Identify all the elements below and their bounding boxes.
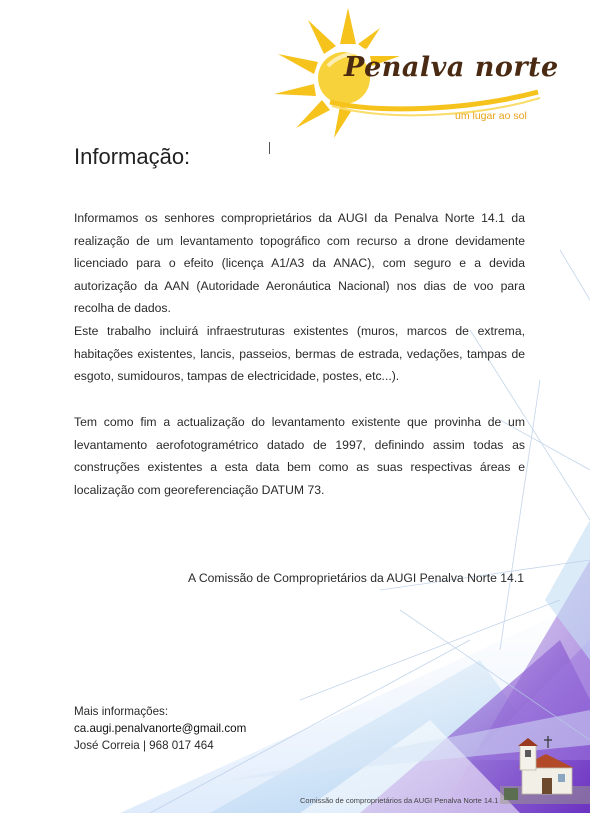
brand-tagline: um lugar ao sol bbox=[455, 110, 527, 122]
page-title: Informação: bbox=[74, 144, 191, 169]
brand-name: Penalva norte bbox=[344, 52, 559, 83]
footer-note: Comissão de comproprietários da AUGI Penalva Norte 14.1 bbox=[300, 796, 499, 805]
chapel-icon bbox=[500, 734, 590, 804]
paragraph-scope: Este trabalho incluirá infraestruturas existentes (muros, marcos de extrema, habitações existentes, lancis, passeios, bermas de estrada, vedações, tampas de esgoto, sumidouros, tampas de electricidade, postes, etc...). bbox=[74, 324, 525, 384]
signature: A Comissão de Comproprietários da AUGI Penalva Norte 14.1 bbox=[188, 571, 524, 585]
contact-email[interactable]: ca.augi.penalvanorte@gmail.com bbox=[74, 722, 247, 735]
logo bbox=[270, 6, 560, 141]
text-cursor-mark bbox=[269, 142, 270, 154]
contact-heading: Mais informações: bbox=[74, 705, 169, 718]
paragraph-purpose: Tem como fim a actualização do levantamento existente que provinha de um levantamento aerofotogramétrico datado de 1997, definindo assim todas as construções existentes a esta data bem como as suas respectivas áreas e localização com georeferenciação DATUM 73. bbox=[74, 415, 525, 497]
contact-block bbox=[74, 703, 246, 754]
paragraph-intro: Informamos os senhores comproprietários da AUGI da Penalva Norte 14.1 da realização de um levantamento topográfico com recurso a drone devidamente licenciado para o efeito (licença A1/A3 da ANAC), com seguro e a devida autorização da AAN (Autoridade Aeronáutica Nacional) nos dias de voo para recolha de dados. bbox=[74, 211, 525, 316]
contact-person: José Correia | 968 017 464 bbox=[74, 739, 214, 752]
